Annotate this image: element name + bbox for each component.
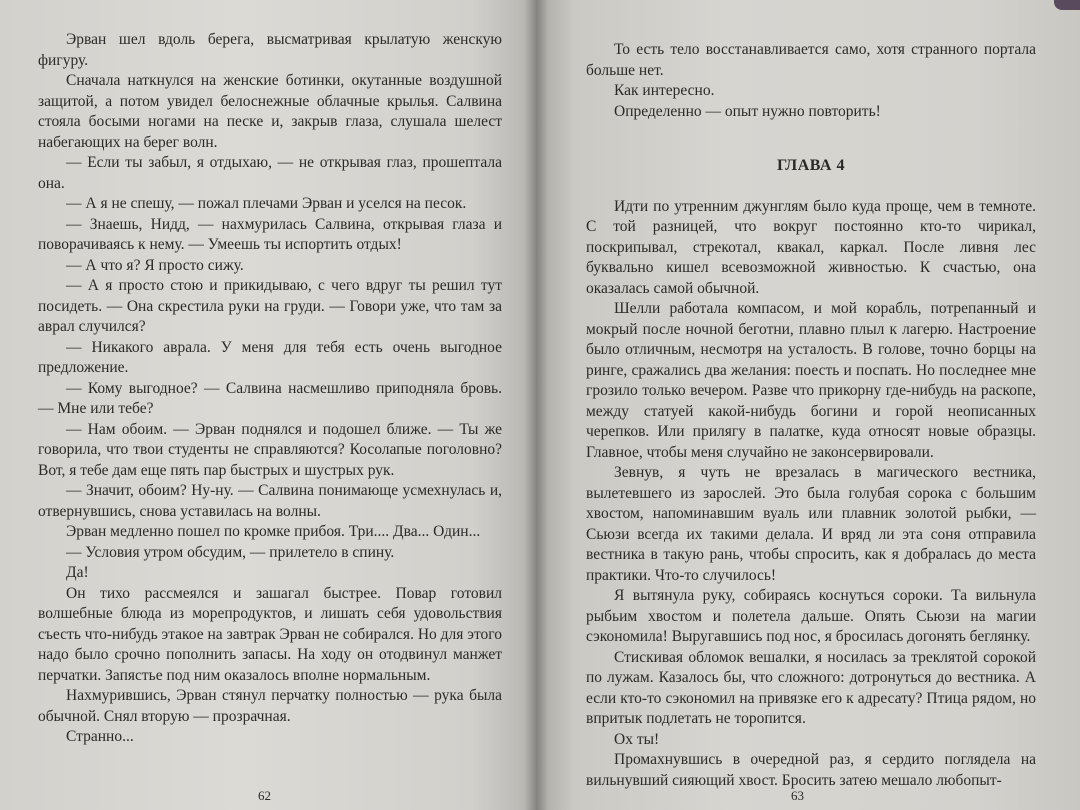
paragraph: Эрван медленно пошел по кромке прибоя. Три.... Два... Один... bbox=[66, 523, 481, 540]
paragraph: — Значит, обоим? Ну-ну. — Салвина понимающе усмехнулась и, отвернувшись, снова уставилась на волны. bbox=[38, 482, 502, 520]
paragraph: — Если ты забыл, я отдыхаю, — не открывая глаз, прошептала она. bbox=[38, 154, 502, 192]
paragraph: — А я не спешу, — пожал плечами Эрван и уселся на песок. bbox=[66, 195, 467, 212]
paragraph: Эрван шел вдоль берега, высматривая крылатую женскую фигуру. bbox=[38, 31, 502, 69]
page-number-left: 62 bbox=[258, 787, 271, 803]
right-page bbox=[536, 0, 1080, 810]
paragraph: Да! bbox=[66, 564, 89, 581]
left-page bbox=[0, 0, 536, 810]
paragraph: Идти по утренним джунглям было куда проще, чем в темноте. С той разницей, что вокруг постоянно кто-то чирикал, поскрипывал, стрекотал, квакал, каркал. После ливня лес буквально кишел всевозможной живностью. К счастью, она оказалась самой обычной. bbox=[586, 197, 1036, 297]
paragraph: Странно... bbox=[66, 728, 134, 745]
chapter-title: ГЛАВА 4 bbox=[777, 157, 845, 174]
paragraph: — Знаешь, Нидд, — нахмурилась Салвина, открывая глаза и поворачиваясь к нему. — Умеешь ты испортить отдых! bbox=[38, 215, 502, 253]
book-gutter bbox=[524, 0, 548, 810]
page-number-right: 63 bbox=[791, 787, 804, 803]
paragraph: — Нам обоим. — Эрван поднялся и подошел ближе. — Ты же говорила, что твои студенты не справляются? Косолапые поголовно? Вот, я тебе дам еще пять пар быстрых и шустрых рук. bbox=[38, 420, 502, 479]
paragraph: Промахнувшись в очередной раз, я сердито поглядела на вильнувший сияющий хвост. Бросить затею мешало любопыт- bbox=[586, 751, 1036, 789]
paragraph: — Кому выгодное? — Салвина насмешливо приподняла бровь. — Мне или тебе? bbox=[38, 379, 502, 417]
paragraph: Он тихо рассмеялся и зашагал быстрее. Повар готовил волшебные блюда из морепродуктов, и лишать себя удовольствия съесть что-нибудь этакое на завтрак Эрван не собирался. Но для этого надо было срочно пополнить запасы. На ходу он отодвинул манжет перчатки. Запястье под ним оказалось вполне нормальным. bbox=[38, 584, 502, 684]
bookmark-corner bbox=[1054, 0, 1080, 10]
paragraph: Зевнув, я чуть не врезалась в магического вестника, вылетевшего из зарослей. Это была голубая сорока с большим хвостом, напоминавшим вуаль или плавник золотой рыбки, — Сьюзи всегда их такими делала. И вряд ли эта соня отправила вестника в такую рань, чтобы спросить, как я добралась до места практики. Что-то случилось! bbox=[586, 464, 1036, 584]
paragraph: — А я просто стою и прикидываю, с чего вдруг ты решил тут посидеть. — Она скрестила руки на груди. — Говори уже, что там за аврал случился? bbox=[38, 277, 502, 335]
paragraph: Определенно — опыт нужно повторить! bbox=[614, 102, 881, 120]
paragraph: — Никакого аврала. У меня для тебя есть очень выгодное предложение. bbox=[38, 338, 502, 376]
paragraph: Нахмурившись, Эрван стянул перчатку полностью — рука была обычной. Снял вторую — прозрачная. bbox=[38, 687, 502, 725]
paragraph: Сначала наткнулся на женские ботинки, окутанные воздушной защитой, а потом увидел белоснежные облачные крылья. Салвина стояла босыми ногами на песке и, закрыв глаза, слушала шелест набегающих на берег волн. bbox=[38, 72, 502, 151]
paragraph: Стискивая обломок вешалки, я носилась за треклятой сорокой по лужам. Казалось бы, что сложного: дотронуться до вестника. А если кто-то сэкономил на привязке его к адресату? Птица рядом, но впритык подлетать не торопится. bbox=[586, 648, 1036, 727]
right-page-text bbox=[586, 40, 1036, 791]
paragraph: То есть тело восстанавливается само, хотя странного портала больше нет. bbox=[586, 41, 1036, 79]
paragraph: Ох ты! bbox=[614, 730, 660, 748]
left-page-text bbox=[38, 30, 502, 748]
paragraph: Как интересно. bbox=[614, 82, 715, 99]
paragraph: Шелли работала компасом, и мой корабль, потрепанный и мокрый после ночной беготни, плавно плыл к лагерю. Настроение было отличным, несмотря на усталость. В голове, точно борцы на ринге, сражались два желания: поесть и поспать. Но последнее мне грозило только вечером. Разве что прикорну где-нибудь на раскопе, между статуей какой-нибудь богини и горой неописанных черепков. Или прилягу в палатке, куда относят новые образцы. Главное, чтобы меня случайно не законсервировали. bbox=[586, 300, 1036, 461]
paragraph: — Условия утром обсудим, — прилетело в спину. bbox=[66, 543, 395, 561]
paragraph: — А что я? Я просто сижу. bbox=[66, 256, 244, 274]
paragraph: Я вытянула руку, собираясь коснуться сороки. Та вильнула рыбьим хвостом и полетела дальше. Опять Сьюзи на магии сэкономила! Выругавшись под нос, я бросилась догонять беглянку. bbox=[586, 587, 1036, 645]
